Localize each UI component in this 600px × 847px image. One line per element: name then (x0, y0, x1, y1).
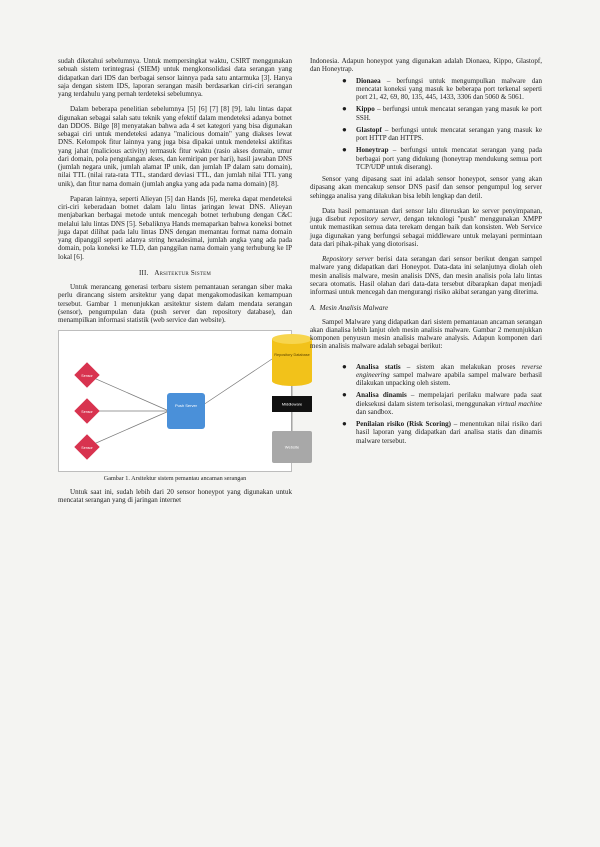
list-term: Kippo (356, 105, 375, 114)
subsection-number: A. (310, 304, 317, 313)
list-term: Dionaea (356, 76, 381, 85)
paragraph: Sampel Malware yang didapatkan dari sistem pemantauan ancaman serangan akan dianalisa lebih lanjut oleh mesin analisis malware. Gambar 2 menunjukkan komponen penyusun mesin analisis malware analysis. Adapun komponen dari mesin analisis malware adalah sebagai berikut: (310, 317, 542, 351)
paragraph: Data hasil pemantauan dari sensor lalu diteruskan ke server penyimpanan, juga disebut repository server, dengan teknologi "push" menggunakan XMPP untuk memastikan semua data terekam dengan baik dan konsisten. Web Service juga digunakan yang berfungsi sebagai middleware untuk melayani permintaan data dari pihak-pihak yang diotorisasi. (310, 206, 542, 248)
list-term: Analisa dinamis (356, 391, 407, 400)
list-text: – berfungsi untuk mencatat serangan yang masuk ke port HTTP dan HTTPS. (356, 125, 542, 142)
section-title: Arsitektur Sistem (154, 268, 211, 277)
list-item (342, 124, 542, 143)
push-server-node (167, 393, 205, 429)
bullet-icon: ● (342, 104, 347, 114)
middleware-node (272, 396, 312, 412)
list-term: Honeytrap (356, 146, 389, 155)
architecture-figure (58, 330, 310, 472)
subsection-heading (310, 304, 542, 312)
link-sensor3-push (87, 411, 169, 447)
list-item: ● Penilaian risiko (Risk Scoring) – menentukan nilai risiko dari hasil laporan yang didapatkan dari analisa statis dan dinamis malware tersebut. (342, 419, 542, 445)
list-item (342, 104, 542, 122)
paragraph: Sensor yang dipasang saat ini adalah sensor honeypot, sensor yang akan dipasang akan mencakup sensor DNS pasif dan sensor pengumpul log server sehingga analisa yang dilakukan bisa lebih lengkap dan detil. (310, 175, 542, 200)
list-term: Penilaian risiko (Risk Scoring) (356, 420, 452, 428)
website-label: Website (284, 444, 300, 450)
section-heading (58, 269, 292, 277)
section-number: III. (138, 268, 149, 277)
bullet-icon: ● (342, 419, 347, 428)
list-term: Glastopf (356, 125, 382, 134)
paragraph: Indonesia. Adapun honeypot yang digunakan adalah Dionaea, Kippo, Glastopf, dan Honeytrap. (310, 57, 542, 74)
list-term: Analisa statis (356, 362, 401, 371)
bullet-icon: ● (342, 124, 347, 134)
sensor-icon (74, 435, 99, 460)
sensor-label: Sensor (81, 446, 93, 451)
sensor-icon (74, 363, 99, 388)
figure-caption: Gambar 1. Arsitektur sistem pemantau ancaman serangan (103, 475, 247, 483)
push-server-label: Push Server (174, 403, 197, 409)
paragraph: Repository server berisi data serangan dari sensor berikut dengan sampel malware yang didapatkan dari Honeypot. Data-data ini selanjutnya diolah oleh mesin analisis malware, mesin analisis DNS, dan mesin analisis pola lalu lintas secara otomatis. Hasil olahan dari data-data tersebut dibarapkan dapat menjadi informasi untuk mencegah dan mengurangi risiko akibat serangan yang diterima. (310, 255, 542, 296)
database-icon (272, 334, 312, 386)
list-item: ● Analisa dinamis – mempelajari perilaku malware pada saat dieksekusi dalam sistem terisolasi, menggunakan virtual machine dan sandbox. (342, 390, 542, 416)
paragraph: Paparan lainnya, seperti Alieyan [5] dan Hands [6], mereka dapat mendeteksi ciri-ciri keberadaan botnet dalam lalu lintas jaringan lewat DNS. Alieyan menjabarkan berbagai metode untuk mencegah botnet terhubung dengan C&C melalui lalu lintas DNS [5]. Sebaliknya Hands memaparkan bahwa koneksi botnet juga dapat dilihat pada lalu lintas DNS dengan memantau format nama domain yang dipanggil seperti adanya string hexadesimal, jumlah angka yang ada pada domain, pola koneksi ke TLD, dan panggilan nama domain yang terhubung ke IP lokal [6]. (58, 194, 292, 261)
sensor-label: Sensor (81, 374, 93, 379)
link-sensor1-push (87, 375, 169, 411)
sensor-label: Sensor (81, 410, 93, 415)
paragraph: Dalam beberapa penelitian sebelumnya [5] [6] [7] [8] [9], lalu lintas dapat digunakan sebagai salah satu teknik yang efektif dalam mendeteksi adanya botnet dan DDOS. Bilge [8] menyatakan bahwa ada 4 set kategori yang bisa digunakan sebagai ciri untuk mendeteksi adanya "malicious domain" yang diakses lewat DNS. Kelompok fitur lainnya yang juga bisa dipakai untuk mendeteksi aktifitas yang jahat (malicious activity) termasuk fitur waktu (rasio akses domain, umur dari domain, pola pengulangan akses, dan kemiripan per hari), hasil jawaban DNS (jumlah negara unik, jumlah alamat IP unik, dan jumlah IP dalam satu domain), nilai TTL (nilai rata-rata TTL, standard deviasi TTL, dan jumlah nilai TTL yang unik), dan fitur nama domain (jumlah angka yang ada pada nama domain) [8]. (58, 105, 292, 188)
paragraph: sudah diketahui sebelumnya. Untuk mempersingkat waktu, CSIRT menggunakan sebuah sistem terintegrasi (SIEM) untuk mengkonsolidasi data serangan yang didapatkan dari IDS dan berbagai sensor lainnya pada satu antarmuka [3]. Hanya saja dengan sistem IDS, laporan serangan masih berdasarkan ciri-ciri serangan yang terdahulu yang pernah terdeteksi sebelumnya. (58, 57, 292, 98)
link-push-db (203, 359, 272, 405)
list-text: – berfungsi untuk mengumpulkan malware dan mencatat koneksi yang masuk ke beberapa port terkenal seperti port 21, 42, 69, 80, 135, 445, 1433, 3306 dan 5060 & 5061. (356, 76, 542, 101)
bullet-icon: ● (342, 75, 347, 85)
repository-label: Repository Database (274, 353, 310, 358)
analysis-component-list (310, 363, 542, 445)
list-item: ● Analisa statis – sistem akan melakukan proses reverse engineering sampel malware apabila sampel malware berhasil dilakukan unpacking oleh sistem. (342, 361, 543, 387)
left-column (58, 57, 310, 504)
subsection-title: Mesin Analisis Malware (319, 304, 389, 313)
paragraph: Untuk merancang generasi terbaru sistem pemantauan serangan siber maka perlu dirancang sistem arsitektur yang dapat mengakomodasikan kemampuan tersebut. Gambar 1 menunjukkan arsitektur sistem dalam mendata serangan (sensor), pengumpulan data (push server dan repository database), dan menampilkan informasi statistik (web service dan website). (58, 283, 292, 324)
architecture-diagram (59, 331, 310, 471)
bullet-icon: ● (342, 361, 347, 371)
paragraph: Untuk saat ini, sudah lebih dari 20 sensor honeypot yang digunakan untuk mencatat serangan yang di jaringan internet (58, 487, 292, 504)
right-column (310, 57, 542, 449)
bullet-icon: ● (342, 390, 347, 400)
honeypot-list (310, 77, 542, 172)
middleware-label: Middleware (281, 401, 303, 407)
website-node (272, 431, 312, 463)
list-text: – berfungsi untuk mencatat serangan yang pada berbagai port yang didukung (honeytrap mendukung semua port TCP/UDP untuk diserang). (356, 146, 542, 171)
sensor-icon (74, 399, 99, 424)
list-item (342, 75, 542, 102)
list-text: – berfungsi untuk mencatat serangan yang masuk ke port SSH. (356, 105, 542, 122)
bullet-icon: ● (342, 145, 347, 155)
list-item (342, 145, 542, 171)
